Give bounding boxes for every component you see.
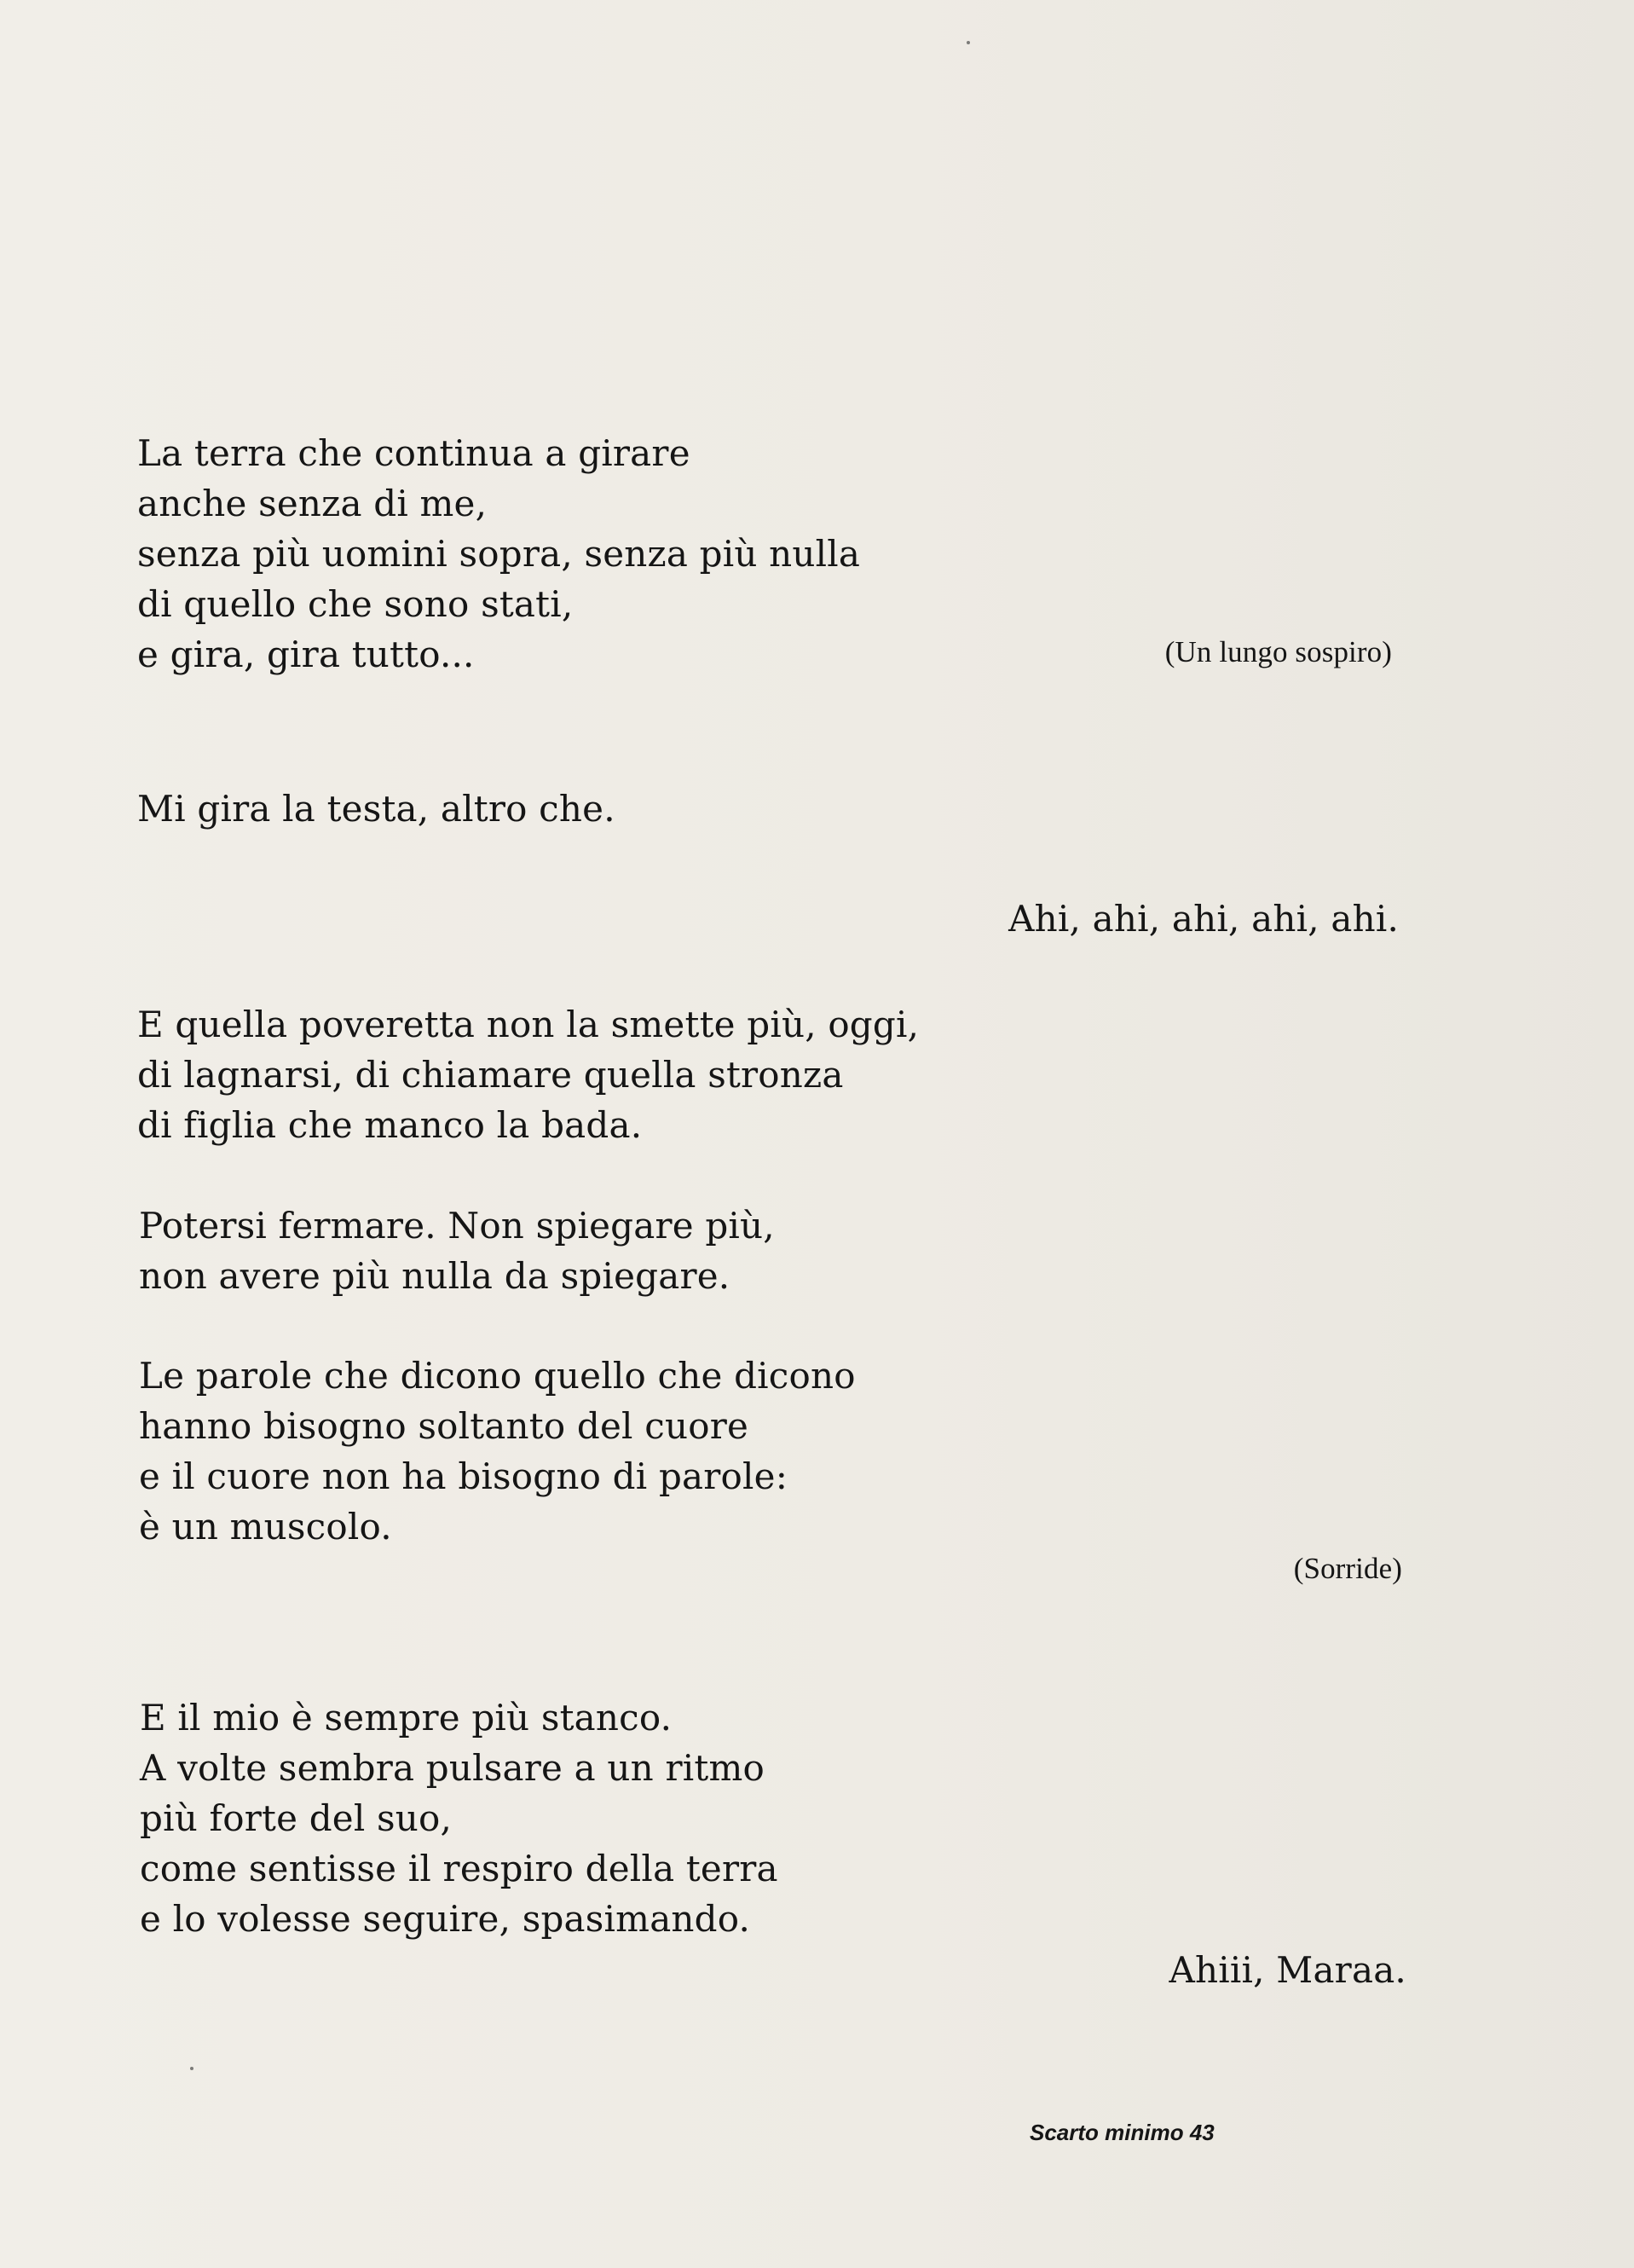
- poem-line: di figlia che manco la bada.: [137, 1104, 643, 1146]
- poem-line: La terra che continua a girare: [137, 432, 690, 474]
- poem-line: di quello che sono stati,: [137, 583, 574, 625]
- poem-line: Potersi fermare. Non spiegare più,: [139, 1205, 775, 1247]
- closing-line: Ahiii, Maraa.: [1169, 1949, 1406, 1991]
- poem-line: più forte del suo,: [140, 1797, 453, 1839]
- page-speck: [190, 2067, 193, 2070]
- stage-direction: (Un lungo sospiro): [1164, 635, 1392, 668]
- poem-line: E il mio è sempre più stanco.: [140, 1697, 673, 1739]
- poem-line: A volte sembra pulsare a un ritmo: [140, 1747, 765, 1789]
- poem-line: Ahi, ahi, ahi, ahi, ahi.: [1008, 898, 1399, 940]
- poem-line: di lagnarsi, di chiamare quella stronza: [137, 1054, 844, 1096]
- poem-line: non avere più nulla da spiegare.: [139, 1255, 730, 1297]
- poem-line: e lo volesse seguire, spasimando.: [140, 1898, 751, 1940]
- poem-line: Mi gira la testa, altro che.: [137, 788, 615, 830]
- poem-line: e gira, gira tutto...: [137, 634, 475, 675]
- poem-line: anche senza di me,: [137, 483, 488, 524]
- running-footer: Scarto minimo 43: [1030, 2120, 1215, 2145]
- poem-line: è un muscolo.: [139, 1506, 392, 1548]
- poem-line: E quella poveretta non la smette più, oggi,: [137, 1004, 920, 1045]
- stage-direction: (Sorride): [1293, 1552, 1402, 1585]
- poem-line: senza più uomini sopra, senza più nulla: [137, 533, 861, 575]
- poem-line: e il cuore non ha bisogno di parole:: [139, 1455, 788, 1497]
- poem-line: Le parole che dicono quello che dicono: [139, 1355, 856, 1397]
- poem-line: come sentisse il respiro della terra: [140, 1848, 778, 1889]
- page-speck: [967, 41, 970, 44]
- poem-line: hanno bisogno soltanto del cuore: [139, 1405, 749, 1447]
